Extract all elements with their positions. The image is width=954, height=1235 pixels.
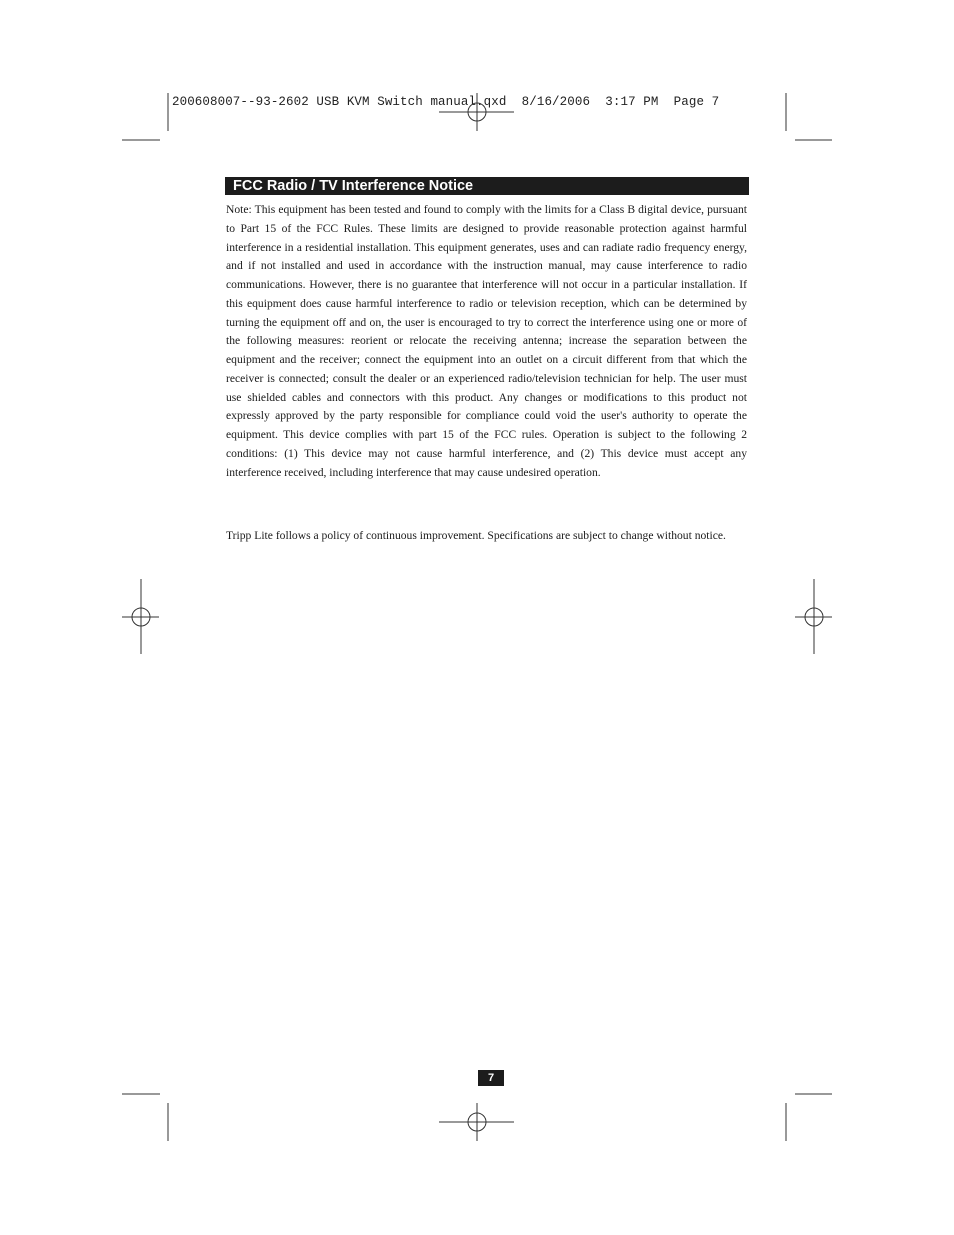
section-heading: FCC Radio / TV Interference Notice — [233, 178, 474, 194]
print-slug-line: 200608007--93-2602 USB KVM Switch manual.qxd 8/16/2006 3:17 PM Page 7 — [172, 95, 720, 109]
registration-mark-left — [122, 579, 159, 654]
page-number: 7 — [478, 1070, 504, 1086]
improvement-policy-paragraph: Tripp Lite follows a policy of continuous improvement. Specifications are subject to change without notice. — [226, 529, 726, 542]
registration-mark-top — [439, 93, 514, 131]
section-heading-bar — [225, 177, 749, 195]
registration-mark-right — [795, 579, 832, 654]
registration-mark-bottom — [439, 1103, 514, 1141]
fcc-notice-paragraph: Note: This equipment has been tested and found to comply with the limits for a Class B digital device, pursuant to Part 15 of the FCC Rules. These limits are designed to provide reasonable protection against harmful interference in a residential installation. This equipment generates, uses and can radiate radio frequency energy, and if not installed and used in accordance with the instruction manual, may cause interference to radio communications. However, there is no guarantee that interference will not occur in a particular installation. If this equipment does cause harmful interference to radio or television reception, which can be determined by turning the equipment off and on, the user is encouraged to try to correct the interference using one or more of the following measures: reorient or relocate the receiving antenna; increase the separation between the equipment and the receiver; connect the equipment into an outlet on a circuit different from that which the receiver is connected; consult the dealer or an experienced radio/television technician for help. The user must use shielded cables and connectors with this product. Any changes or modifications to this product not expressly approved by the party responsible for compliance could void the user's authority to operate the equipment. This device complies with part 15 of the FCC rules. Operation is subject to the following 2 conditions: (1) This device may not cause harmful interference, and (2) This device must accept any interference received, including interference that may cause undesired operation. — [226, 203, 747, 479]
